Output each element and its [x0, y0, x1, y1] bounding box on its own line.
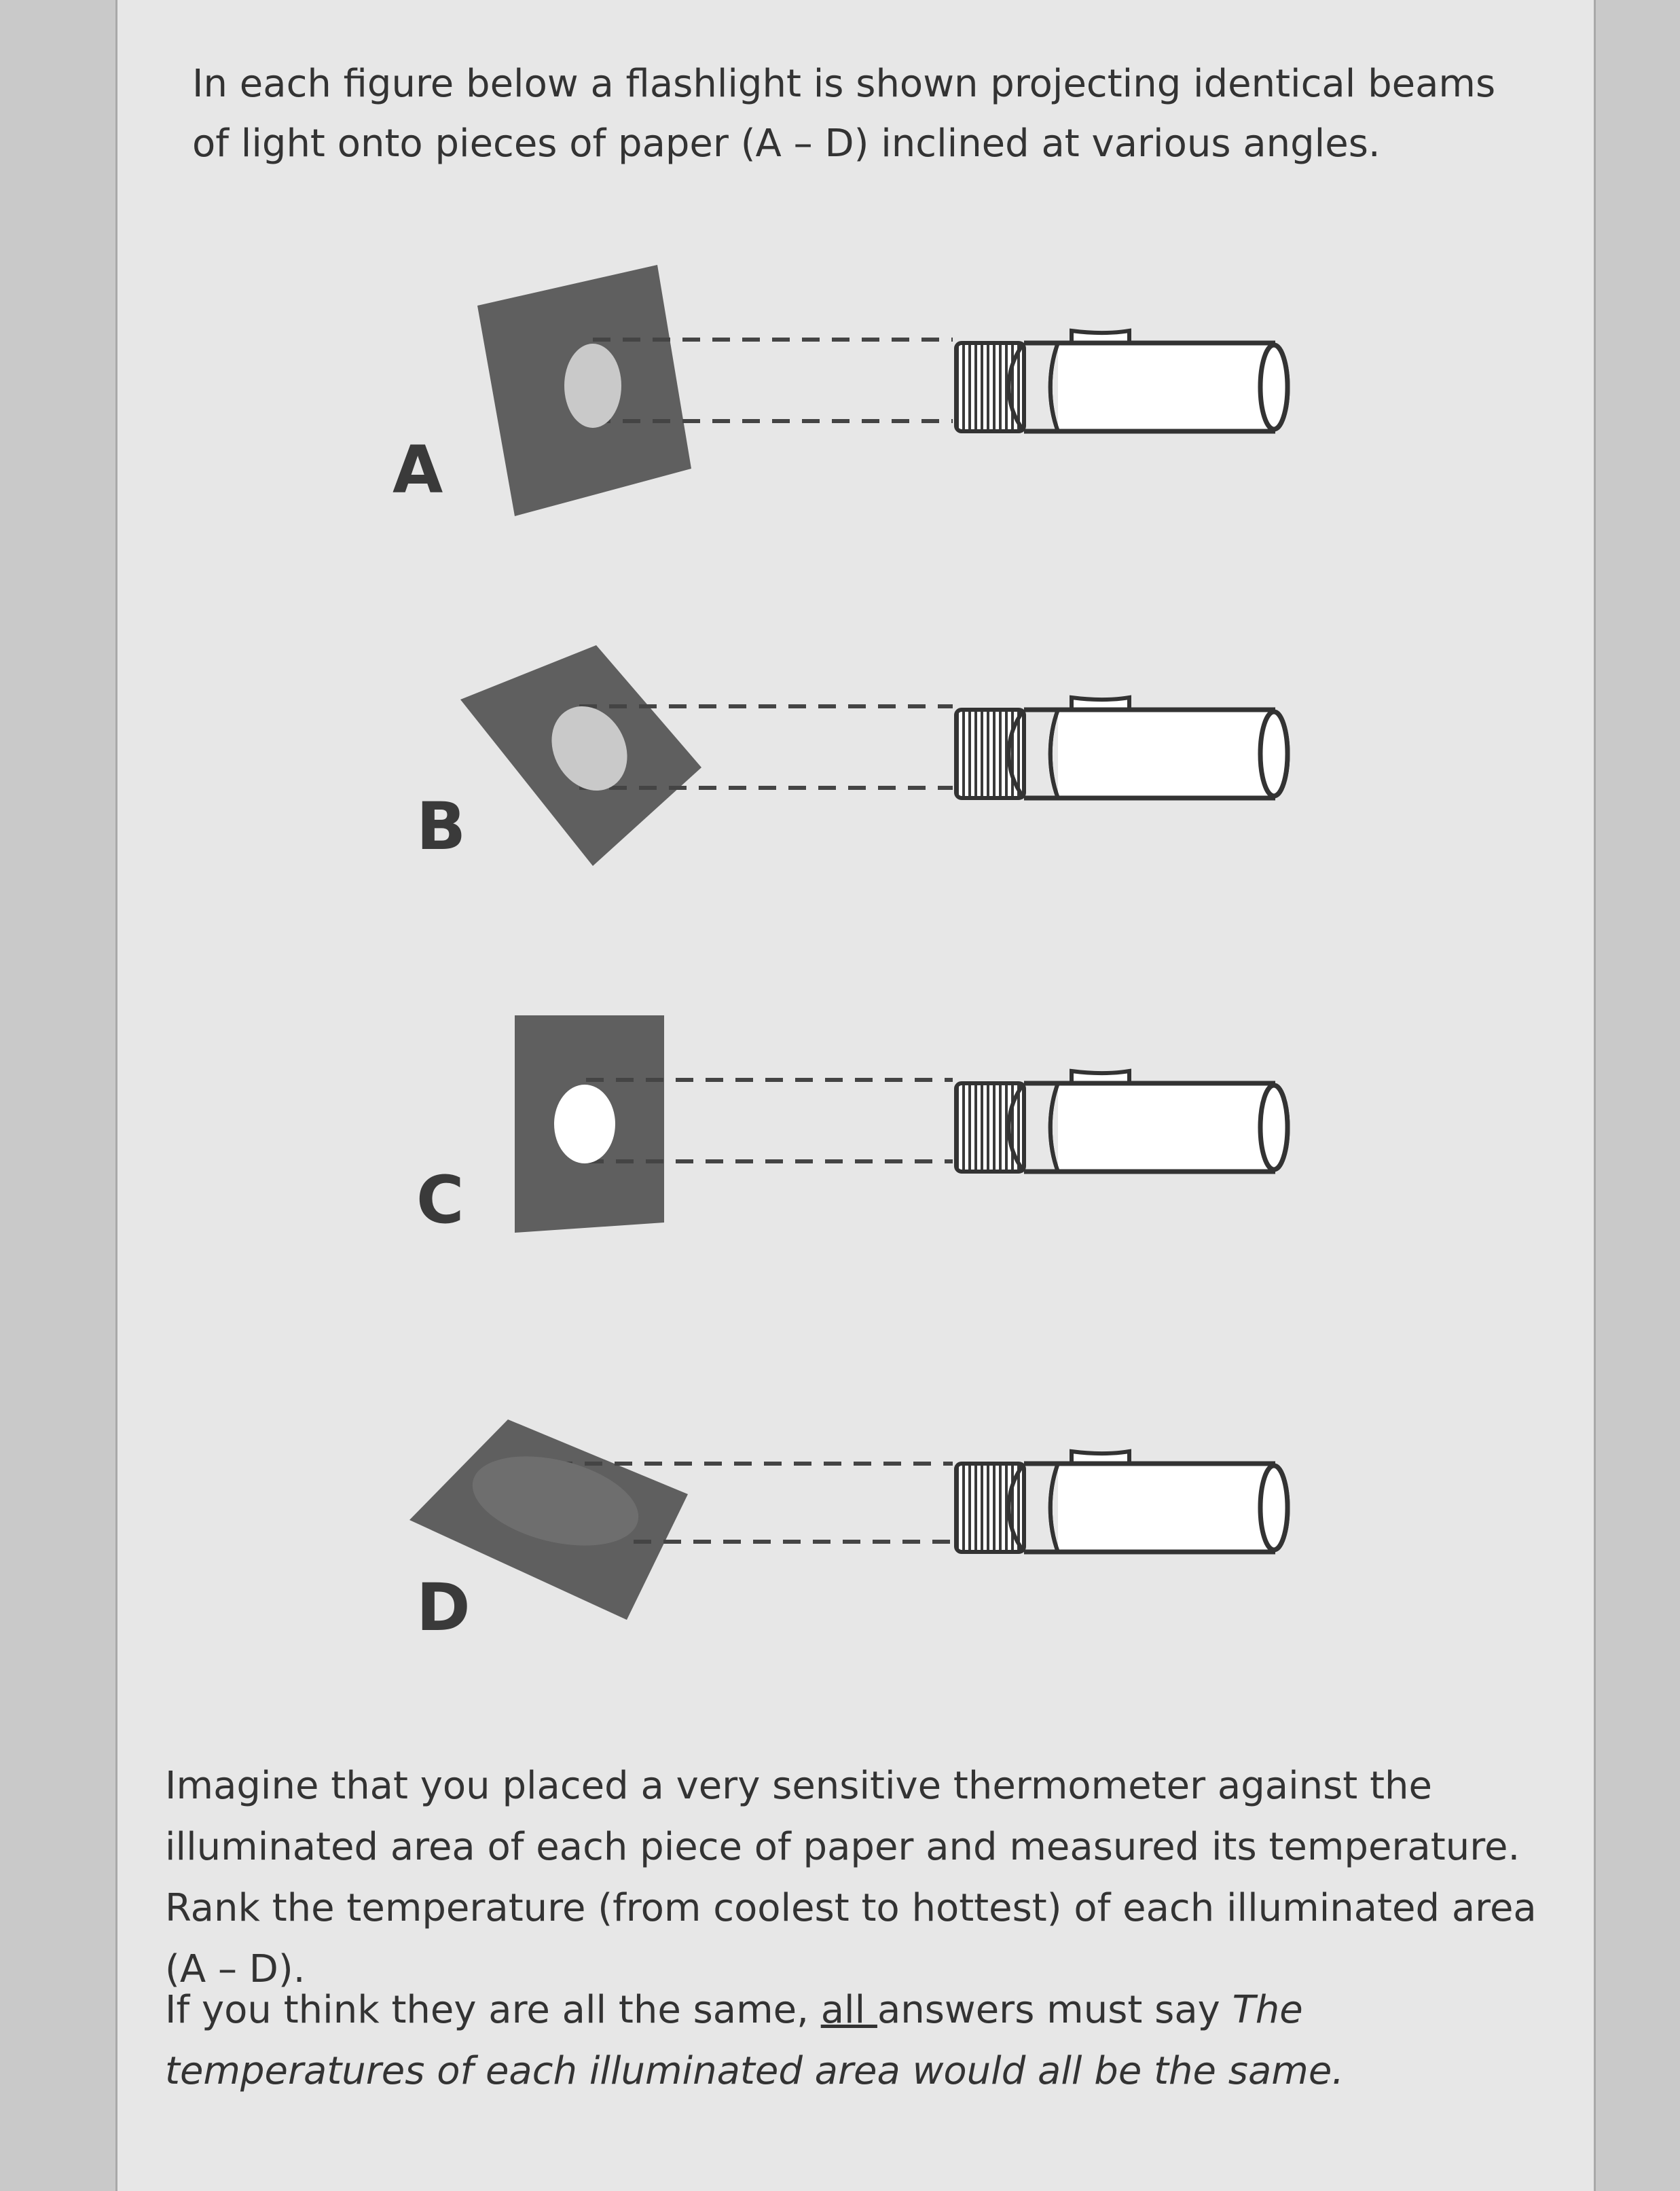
figure-a	[392, 265, 1288, 516]
label-d: D	[416, 1570, 471, 1646]
note-part2: answers must say	[877, 1988, 1232, 2032]
answer-instruction	[165, 1980, 1550, 2102]
label-c: C	[416, 1162, 464, 1238]
light-spot-c	[554, 1085, 615, 1163]
light-spot-a	[564, 344, 621, 428]
question-text: Imagine that you placed a very sensitive thermometer against the illuminated area of each piece of paper and measured its temperature. Rank the temperature (from coolest to hottest) of each illuminated area (A – D).	[165, 1764, 1537, 1991]
label-a: A	[392, 432, 443, 508]
note-italic: The temperatures of each illuminated area would all be the same.	[165, 1988, 1345, 2093]
intro-text: In each figure below a flashlight is shown projecting identical beams of light onto pieces of paper (A – D) inclined at various angles.	[192, 62, 1496, 166]
label-b: B	[416, 789, 467, 865]
figure-b	[416, 645, 1288, 866]
flashlight-figure	[117, 0, 1598, 1664]
figure-d	[409, 1419, 1288, 1646]
question-card	[115, 0, 1596, 2191]
note-part1: If you think they are all the same,	[165, 1988, 821, 2032]
note-underlined: all	[820, 1988, 877, 2032]
figure-c	[416, 1015, 1288, 1238]
